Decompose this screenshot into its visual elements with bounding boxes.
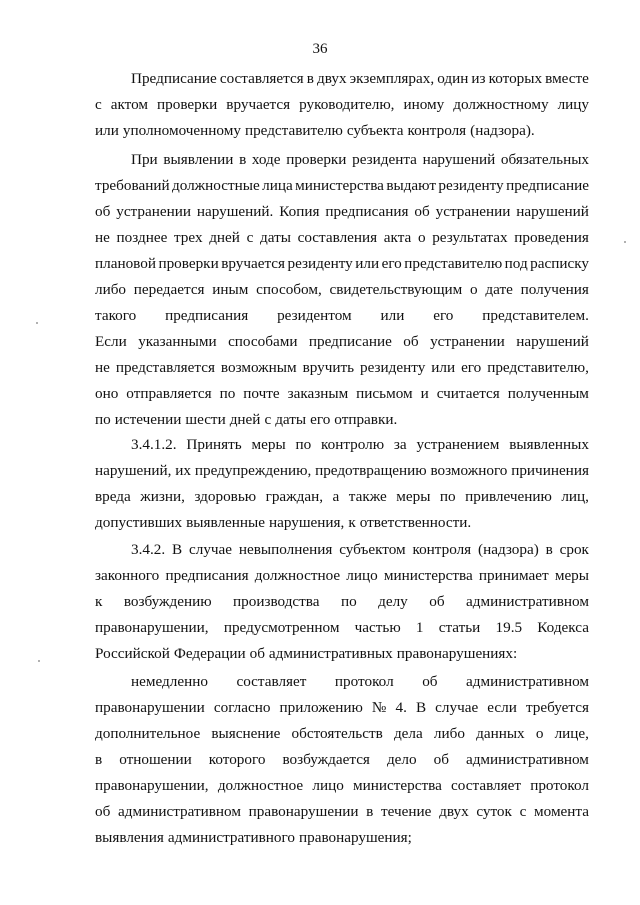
text-line: плановой проверки вручается резиденту или его представителю под расписку — [95, 255, 589, 272]
text-line: с актом проверки вручается руководителю, иному должностному лицу — [95, 96, 589, 113]
text-line: к возбуждению производства по делу об административном — [95, 593, 589, 610]
paragraph-1 — [95, 66, 589, 144]
text-line: по истечении шести дней с даты его отправки. — [95, 411, 398, 428]
text-line: выявления административного правонарушения; — [95, 829, 412, 846]
text-line: правонарушении, предусмотренном частью 1 статьи 19.5 Кодекса — [95, 619, 589, 636]
text-line: либо передается иным способом, свидетельствующим о дате получения — [95, 281, 589, 298]
text-line: немедленно составляет протокол об административном — [131, 673, 589, 690]
text-line: Предписание составляется в двух экземплярах, один из которых вместе — [131, 70, 589, 87]
text-line: допустивших выявленные нарушения, к ответственности. — [95, 514, 472, 531]
text-line: правонарушении, должностное лицо министерства составляет протокол — [95, 777, 589, 794]
text-line: дополнительное выяснение обстоятельств дела либо данных о лице, — [95, 725, 589, 742]
paragraph-4 — [95, 537, 589, 667]
paragraph-3 — [95, 432, 589, 536]
scan-speck — [38, 660, 40, 662]
paragraph-5 — [95, 669, 589, 851]
text-line: в отношении которого возбуждается дело об административном — [95, 751, 589, 768]
page-number: 36 — [312, 41, 328, 57]
text-line: такого предписания резидентом или его представителем. — [95, 307, 589, 324]
text-line: или уполномоченному представителю субъекта контроля (надзора). — [95, 122, 535, 139]
text-line: не позднее трех дней с даты составления акта о результатах проведения — [95, 229, 589, 246]
text-line: оно отправляется по почте заказным письмом и считается полученным — [95, 385, 589, 402]
scan-speck — [36, 322, 38, 324]
text-line: нарушений, их предупреждению, предотвращению возможного причинения — [95, 462, 589, 479]
paragraph-2 — [95, 147, 589, 433]
text-line: об административном правонарушении в течение двух суток с момента — [95, 803, 589, 820]
text-line: 3.4.2. В случае невыполнения субъектом контроля (надзора) в срок — [131, 541, 589, 558]
scan-speck — [624, 241, 626, 243]
text-line: законного предписания должностное лицо министерства принимает меры — [95, 567, 589, 584]
text-line: Если указанными способами предписание об устранении нарушений — [95, 333, 589, 350]
text-line: Российской Федерации об административных правонарушениях: — [95, 645, 518, 662]
text-line: правонарушении согласно приложению № 4. В случае если требуется — [95, 699, 589, 716]
text-line: 3.4.1.2. Принять меры по контролю за устранением выявленных — [131, 436, 589, 453]
text-line: не представляется возможным вручить резиденту или его представителю, — [95, 359, 589, 376]
text-line: об устранении нарушений. Копия предписания об устранении нарушений — [95, 203, 589, 220]
text-line: вреда жизни, здоровью граждан, а также меры по привлечению лиц, — [95, 488, 589, 505]
text-line: требований должностные лица министерства выдают резиденту предписание — [95, 177, 589, 194]
text-line: При выявлении в ходе проверки резидента нарушений обязательных — [131, 151, 589, 168]
